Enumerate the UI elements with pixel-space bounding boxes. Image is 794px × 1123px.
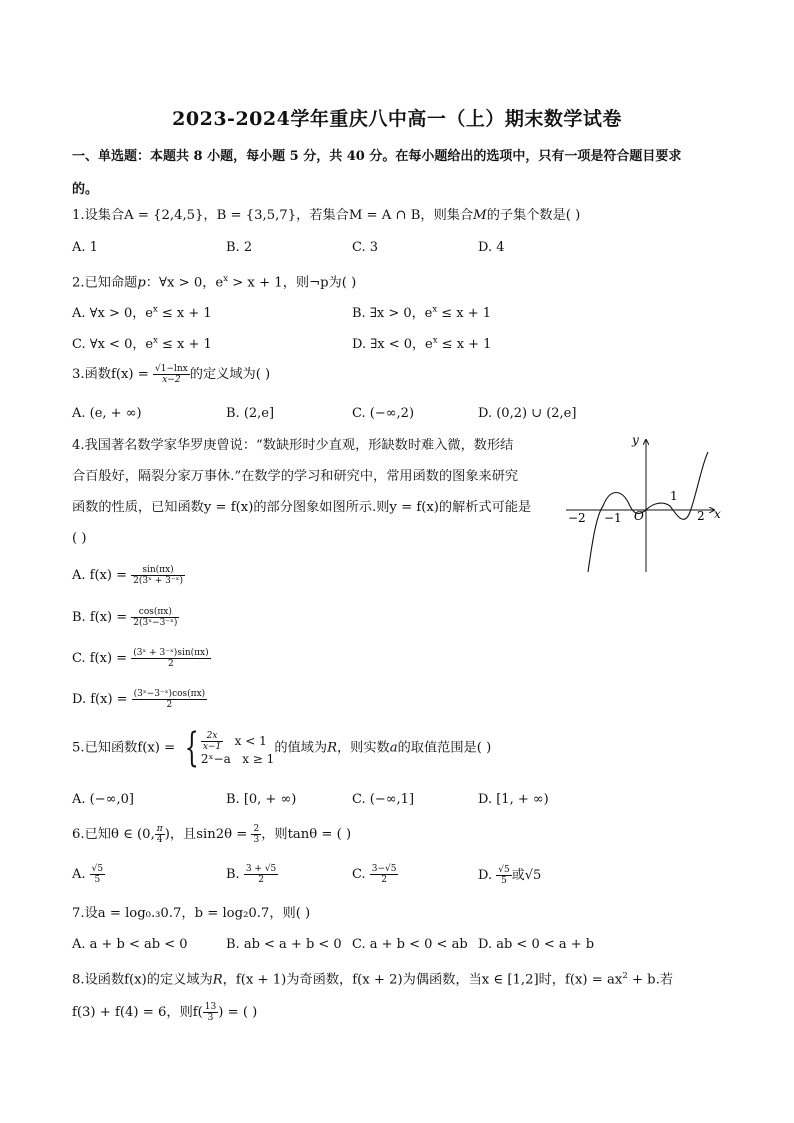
q2a-rest: ≤ x + 1 — [157, 306, 212, 321]
q8-mid: ，f(x + 1)为奇函数，f(x + 2)为偶函数，当x ∈ [1,2]时，f(x) = ax — [222, 972, 623, 988]
q6c-den: 2 — [381, 875, 387, 885]
q8-post: + b.若 — [627, 972, 674, 988]
q1-option-c[interactable]: C. 3 — [352, 240, 379, 255]
q2d-sup: x — [432, 335, 438, 346]
q7-option-b[interactable]: B. ab < a + b < 0 — [226, 937, 342, 952]
q2a-label: A. ∀x > 0，e — [72, 306, 153, 321]
q5-option-a[interactable]: A. (−∞,0] — [72, 792, 134, 807]
q6c-num: 3−√5 — [371, 864, 397, 874]
q5-a: a — [389, 740, 398, 756]
question-2 — [72, 270, 356, 292]
q2b-label: B. ∃x > 0，e — [352, 306, 433, 321]
q3-num: √1−lnx — [155, 364, 188, 374]
q5-option-b[interactable]: B. [0, + ∞) — [226, 792, 297, 807]
q2-option-c[interactable] — [72, 333, 212, 352]
q4d-label: D. f(x) = — [72, 692, 132, 707]
q4b-den: 2(3ˣ−3⁻ˣ) — [133, 618, 178, 628]
q3-pre: 3.函数f(x) = — [72, 367, 153, 382]
q8-R: R — [212, 972, 223, 988]
q6a-den: 5 — [94, 875, 101, 885]
q6c-frac — [370, 864, 399, 885]
q2c-rest: ≤ x + 1 — [157, 337, 212, 352]
origin-label: O — [634, 509, 644, 523]
q6a-frac — [90, 864, 105, 885]
q6-val-num: 2 — [253, 824, 260, 834]
q2-mid: ：∀x > 0，e — [145, 275, 224, 291]
q5-option-c[interactable]: C. (−∞,1] — [352, 792, 415, 807]
q4d-den: 2 — [166, 700, 173, 710]
q3-den: x−2 — [162, 375, 181, 385]
q6d-frac — [496, 865, 511, 886]
q4c-num: (3ˣ + 3⁻ˣ)sin(πx) — [133, 648, 209, 658]
q2-option-a[interactable] — [72, 302, 212, 321]
q6a-num: √5 — [91, 864, 104, 874]
q8-pre: 8.设函数f(x)的定义域为 — [72, 972, 213, 988]
q5-case1-frac — [201, 731, 223, 752]
question-1 — [72, 207, 580, 225]
q6-val-frac — [251, 824, 261, 845]
q2-option-d[interactable] — [352, 333, 491, 352]
question-3 — [72, 364, 270, 385]
q7-option-a[interactable]: A. a + b < ab < 0 — [72, 937, 188, 952]
q6b-frac — [244, 864, 278, 885]
q6d-tail: 或√5 — [511, 868, 542, 883]
q2b-rest: ≤ x + 1 — [437, 306, 492, 321]
q8-line2-post: ) = ( ) — [218, 1005, 258, 1020]
q3-fraction — [153, 364, 190, 385]
q6-pi-den: 4 — [156, 835, 163, 845]
q3-option-a[interactable]: A. (e, + ∞) — [72, 406, 142, 421]
q6d-num: √5 — [498, 865, 510, 875]
q5-case1-num: 2x — [201, 731, 223, 742]
q4-option-b[interactable] — [72, 607, 179, 628]
q5-mid: 的值域为 — [274, 740, 328, 756]
q5-case2-expr: 2ˣ−a — [200, 751, 231, 766]
q4-line3: 函数的性质，已知函数y = f(x)的部分图象如图所示.则y = f(x)的解析式可能是 — [72, 500, 532, 515]
section-heading-line2: 的。 — [72, 182, 99, 197]
q3-option-d[interactable]: D. (0,2) ∪ (2,e] — [478, 406, 577, 421]
q2a-sup: x — [152, 304, 158, 315]
function-graph — [566, 434, 726, 574]
q6d-label: D. — [478, 868, 497, 883]
q5-case1-cond: x < 1 — [234, 733, 267, 748]
q2b-sup: x — [432, 304, 438, 315]
q7-option-d[interactable]: D. ab < 0 < a + b — [478, 937, 595, 952]
q6-pi-num: π — [156, 824, 163, 834]
q5-option-d[interactable]: D. [1, + ∞) — [478, 792, 549, 807]
question-6 — [72, 824, 351, 845]
question-8-line2 — [72, 1002, 257, 1023]
q6b-num: 3 + √5 — [245, 864, 277, 874]
q1-var: M — [473, 208, 487, 223]
q5-R: R — [327, 740, 337, 756]
q2c-sup: x — [153, 335, 158, 346]
q2-post: > x + 1，则¬p为( ) — [228, 275, 357, 291]
q6-post: ，则tanθ = ( ) — [261, 827, 352, 842]
q6b-den: 2 — [258, 875, 264, 885]
q6-pre: 6.已知θ ∈ (0, — [72, 827, 155, 842]
q6d-den: 5 — [501, 876, 507, 886]
q6-pi-frac — [155, 824, 165, 845]
q2-pre: 2.已知命题 — [72, 275, 138, 291]
q4b-label: B. f(x) = — [72, 610, 132, 625]
q8-frac — [203, 1002, 218, 1023]
q3-option-c[interactable]: C. (−∞,2) — [352, 406, 415, 421]
question-7: 7.设a = log₀.₃0.7，b = log₂0.7，则( ) — [72, 906, 311, 921]
q3-post: 的定义域为( ) — [189, 367, 271, 382]
q5-post: 的取值范围是( ) — [397, 740, 492, 756]
q6-val-den: 3 — [253, 835, 260, 845]
q6-option-d[interactable] — [478, 864, 541, 886]
q4c-frac — [131, 648, 210, 669]
q5-cases — [201, 731, 274, 766]
q1-post: 的子集个数是( ) — [486, 208, 581, 223]
q7-option-c[interactable]: C. a + b < 0 < ab — [352, 937, 468, 952]
q4-option-a[interactable] — [72, 565, 185, 586]
q4-option-c[interactable] — [72, 648, 211, 669]
q1-option-a[interactable]: A. 1 — [72, 240, 98, 255]
q4-option-d[interactable] — [72, 689, 207, 710]
q4-line4: ( ) — [72, 531, 87, 546]
q8-line2-pre: f(3) + f(4) = 6，则f( — [72, 1005, 203, 1020]
q4a-den: 2(3ˣ + 3⁻ˣ) — [133, 576, 183, 586]
q8-frac-num: 13 — [204, 1002, 217, 1012]
tick-1: 1 — [670, 489, 678, 503]
q6-option-c[interactable] — [352, 864, 398, 885]
q2d-rest: ≤ x + 1 — [437, 337, 492, 352]
question-8-line1 — [72, 967, 673, 989]
q1-option-b[interactable]: B. 2 — [226, 240, 253, 255]
tick-neg1: −1 — [604, 511, 622, 525]
q8-frac-den: 3 — [207, 1013, 214, 1023]
q3-option-b[interactable]: B. (2,e] — [226, 406, 275, 421]
q5-case2-cond: x ≥ 1 — [242, 751, 275, 766]
q6-option-a[interactable] — [72, 864, 105, 885]
q8-sup: 2 — [622, 971, 628, 981]
q4b-frac — [131, 607, 179, 628]
tick-neg2: −2 — [568, 511, 586, 525]
q4c-den: 2 — [168, 659, 174, 669]
q2-option-b[interactable] — [352, 302, 491, 321]
q5-case1-den: x−1 — [202, 741, 222, 752]
tick-2: 2 — [697, 509, 705, 523]
page-title: 2023-2024学年重庆八中高一（上）期末数学试卷 — [172, 108, 622, 130]
q2-sup: x — [223, 274, 228, 284]
q4-line1: 4.我国著名数学家华罗庚曾说：“数缺形时少直观，形缺数时难入微，数形结 — [72, 438, 514, 453]
q4c-label: C. f(x) = — [72, 651, 132, 666]
q5-pre: 5.已知函数f(x) = — [72, 740, 180, 756]
q6b-label: B. — [226, 867, 244, 882]
q4d-num: (3ˣ−3⁻ˣ)cos(πx) — [133, 689, 206, 699]
q4d-frac — [132, 689, 208, 710]
q2c-label: C. ∀x < 0，e — [72, 337, 154, 352]
q1-option-d[interactable]: D. 4 — [478, 240, 505, 255]
question-5 — [72, 725, 492, 771]
q2-p: p — [137, 275, 146, 291]
q4b-num: cos(πx) — [131, 607, 179, 618]
q1-pre: 1.设集合A = {2,4,5}，B = {3,5,7}，若集合M = A ∩ B，则集合 — [72, 208, 474, 223]
q5-mid2: ，则实数 — [337, 740, 390, 756]
q5-brace: { — [185, 725, 200, 771]
q6c-label: C. — [352, 867, 370, 882]
q4a-label: A. f(x) = — [72, 568, 132, 583]
y-label: y — [632, 434, 639, 447]
q6-option-b[interactable] — [226, 864, 278, 885]
section-heading-line1: 一、单选题：本题共 8 小题，每小题 5 分，共 40 分。在每小题给出的选项中，只有一项是符合题目要求 — [72, 149, 682, 164]
q4a-frac — [131, 565, 185, 586]
x-label: x — [714, 507, 721, 521]
q4-line2: 合百般好，隔裂分家万事休.”在数学的学习和研究中，常用函数的图象来研究 — [72, 469, 519, 484]
q6a-label: A. — [72, 867, 90, 882]
q2d-label: D. ∃x < 0，e — [352, 337, 433, 352]
q6-mid: )，且sin2θ = — [164, 827, 252, 842]
q4a-num: sin(πx) — [131, 565, 185, 576]
